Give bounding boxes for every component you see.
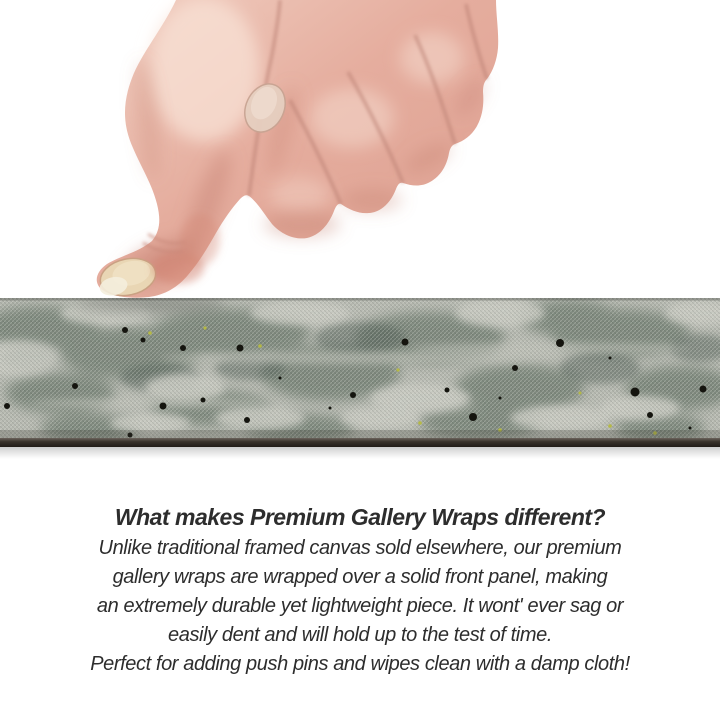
caption [0,500,720,679]
caption-line: gallery wraps are wrapped over a solid front panel, making [112,566,608,588]
hand-press-photo [0,0,720,300]
canvas-edge-photo [0,298,720,460]
canvas-paint-texture [0,298,720,442]
caption-line: Perfect for adding push pins and wipes clean with a damp cloth! [90,653,630,675]
panel-bottom-edge [0,438,720,447]
caption-heading: What makes Premium Gallery Wraps different? [114,504,606,530]
caption-line: an extremely durable yet lightweight piece. It wont' ever sag or [96,595,624,617]
panel-drop-shadow [0,447,720,459]
hand-illustration [0,0,720,300]
caption-line: easily dent and will hold up to the test of time. [168,624,552,646]
caption-line: Unlike traditional framed canvas sold elsewhere, our premium [98,537,622,559]
canvas-edge-illustration [0,298,720,460]
